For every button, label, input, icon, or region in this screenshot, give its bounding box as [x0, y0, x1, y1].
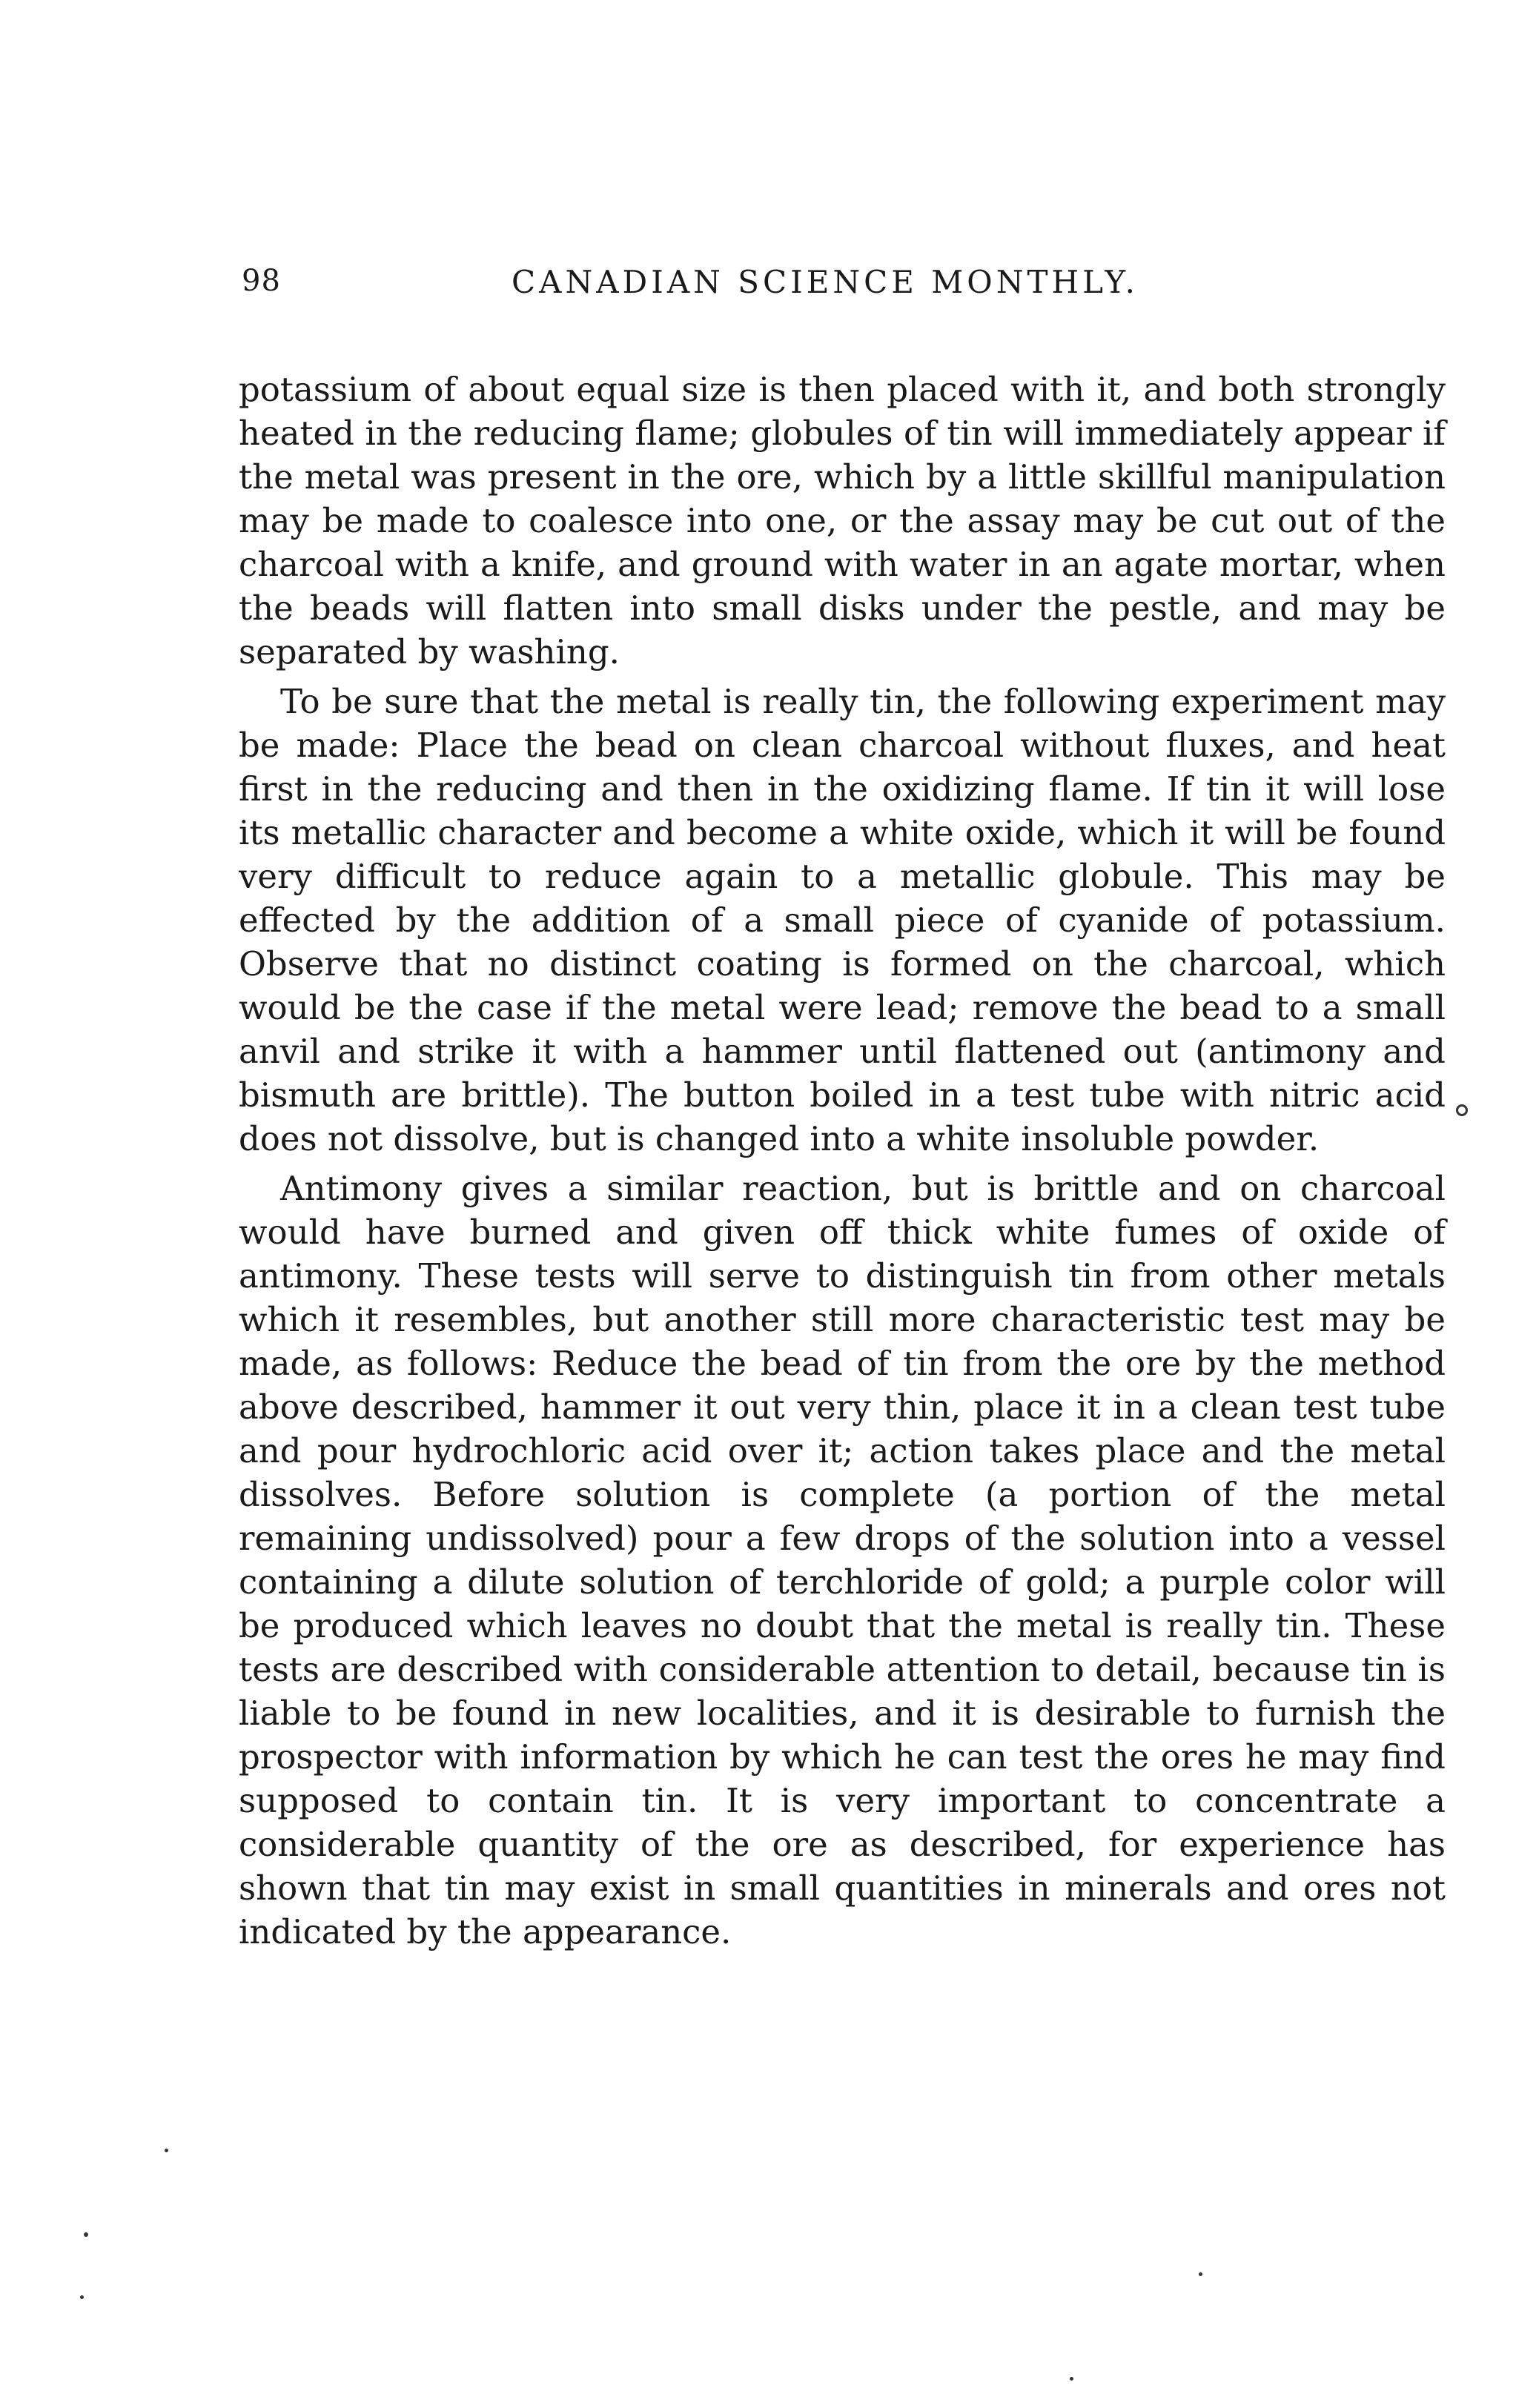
scan-speck: [1070, 2377, 1073, 2381]
running-head: CANADIAN SCIENCE MONTHLY.: [512, 264, 1139, 300]
scan-speck: [80, 2295, 84, 2299]
page-number: 98: [242, 264, 281, 298]
paragraph-2: To be sure that the metal is really tin, the following experiment may be made: Place the bead on clean charcoal without fluxes, and heat first in the reducing and then in the oxidizing flame. If tin it will lose its metallic character and become a white oxide, which it will be found very difficult to reduce again to a metallic globule. This may be effected by the addition of a small piece of cyanide of potassium. Observe that no distinct coating is formed on the charcoal, which would be the case if the metal were lead; remove the bead to a small anvil and strike it with a hammer until flattened out (antimony and bismuth are brittle). The button boiled in a test tube with nitric acid does not dissolve, but is changed into a white insoluble powder.: [239, 682, 1446, 1158]
scan-speck: [1199, 2272, 1202, 2276]
scan-speck: [84, 2232, 88, 2237]
body-text: [239, 368, 1446, 1954]
scan-speck: [1456, 1104, 1468, 1116]
paragraph-3: Antimony gives a similar reaction, but is brittle and on charcoal would have burned and given off thick white fumes of oxide of antimony. These tests will serve to distinguish tin from other metals which it resembles, but another still more characteristic test may be made, as follows: Reduce the bead of tin from the ore by the method above described, hammer it out very thin, place it in a clean test tube and pour hydrochloric acid over it; action takes place and the metal dissolves. Before solution is complete (a portion of the metal remaining undissolved) pour a few drops of the solution into a vessel containing a dilute solution of terchloride of gold; a purple color will be produced which leaves no doubt that the metal is really tin. These tests are described with considerable attention to detail, because tin is liable to be found in new localities, and it is desirable to furnish the prospector with information by which he can test the ores he may find supposed to contain tin. It is very important to concentrate a considerable quantity of the ore as described, for experience has shown that tin may exist in small quantities in minerals and ores not indicated by the appearance.: [239, 1169, 1446, 1951]
paragraph-1: potassium of about equal size is then placed with it, and both strongly heated in the reducing flame; globules of tin will immediately appear if the metal was present in the ore, which by a little skillful manipulation may be made to coalesce into one, or the assay may be cut out of the charcoal with a knife, and ground with water in an agate mortar, when the beads will flatten into small disks under the pestle, and may be separated by washing.: [239, 370, 1446, 671]
scan-speck: [165, 2149, 168, 2152]
